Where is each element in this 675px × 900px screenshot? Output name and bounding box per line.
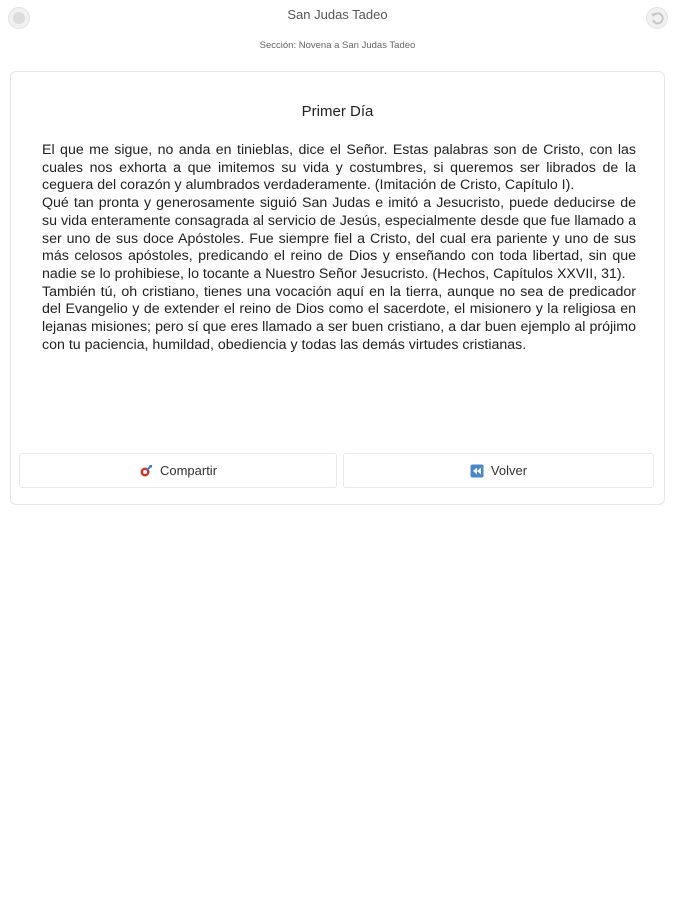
undo-icon bbox=[650, 11, 664, 25]
prayer-card bbox=[10, 71, 665, 505]
prayer-paragraph: También tú, oh cristiano, tienes una vocación aquí en la tierra, aunque no sea de predicador del Evangelio y de extender el reino de Dios como el sacerdote, el misionero y la religiosa en lejanas misiones; pero sí que eres llamado a ser buen cristiano, a dar buen ejemplo al prójimo con tu paciencia, humildad, obediencia y todas las demás virtudes cristianas. bbox=[42, 283, 636, 353]
prayer-paragraph: El que me sigue, no anda en tinieblas, dice el Señor. Estas palabras son de Cristo, con las cuales nos exhorta a que imitemos su vida y costumbres, si queremos ser librados de la ceguera del corazón y alumbrados verdaderamente. (Imitación de Cristo, Capítulo I). bbox=[42, 142, 636, 194]
app-title: San Judas Tadeo bbox=[287, 7, 388, 22]
day-title: Primer Día bbox=[301, 103, 374, 120]
undo-button[interactable] bbox=[646, 7, 668, 29]
back-button[interactable] bbox=[343, 453, 654, 488]
share-icon bbox=[139, 464, 153, 478]
share-button-label: Compartir bbox=[159, 463, 218, 478]
header-bar bbox=[0, 0, 675, 64]
section-label: Sección: Novena a San Judas Tadeo bbox=[259, 40, 416, 51]
share-button[interactable] bbox=[19, 453, 337, 488]
rewind-icon bbox=[470, 464, 484, 478]
prayer-text bbox=[42, 142, 636, 354]
prayer-paragraph: Qué tan pronta y generosamente siguió San Judas e imitó a Jesucristo, puede deducirse de su vida enteramente consagrada al servicio de Jesús, especialmente desde que fue llamado a ser uno de sus doce Apóstoles. Fue siempre fiel a Cristo, del cual era pariente y uno de sus más celosos apóstoles, predicando el reino de Dios y enseñando con toda libertad, sin que nadie se lo prohibiese, lo tocante a Nuestro Señor Jesucristo. (Hechos, Capítulos XXVII, 31). bbox=[42, 195, 636, 282]
back-button-label: Volver bbox=[490, 463, 528, 478]
